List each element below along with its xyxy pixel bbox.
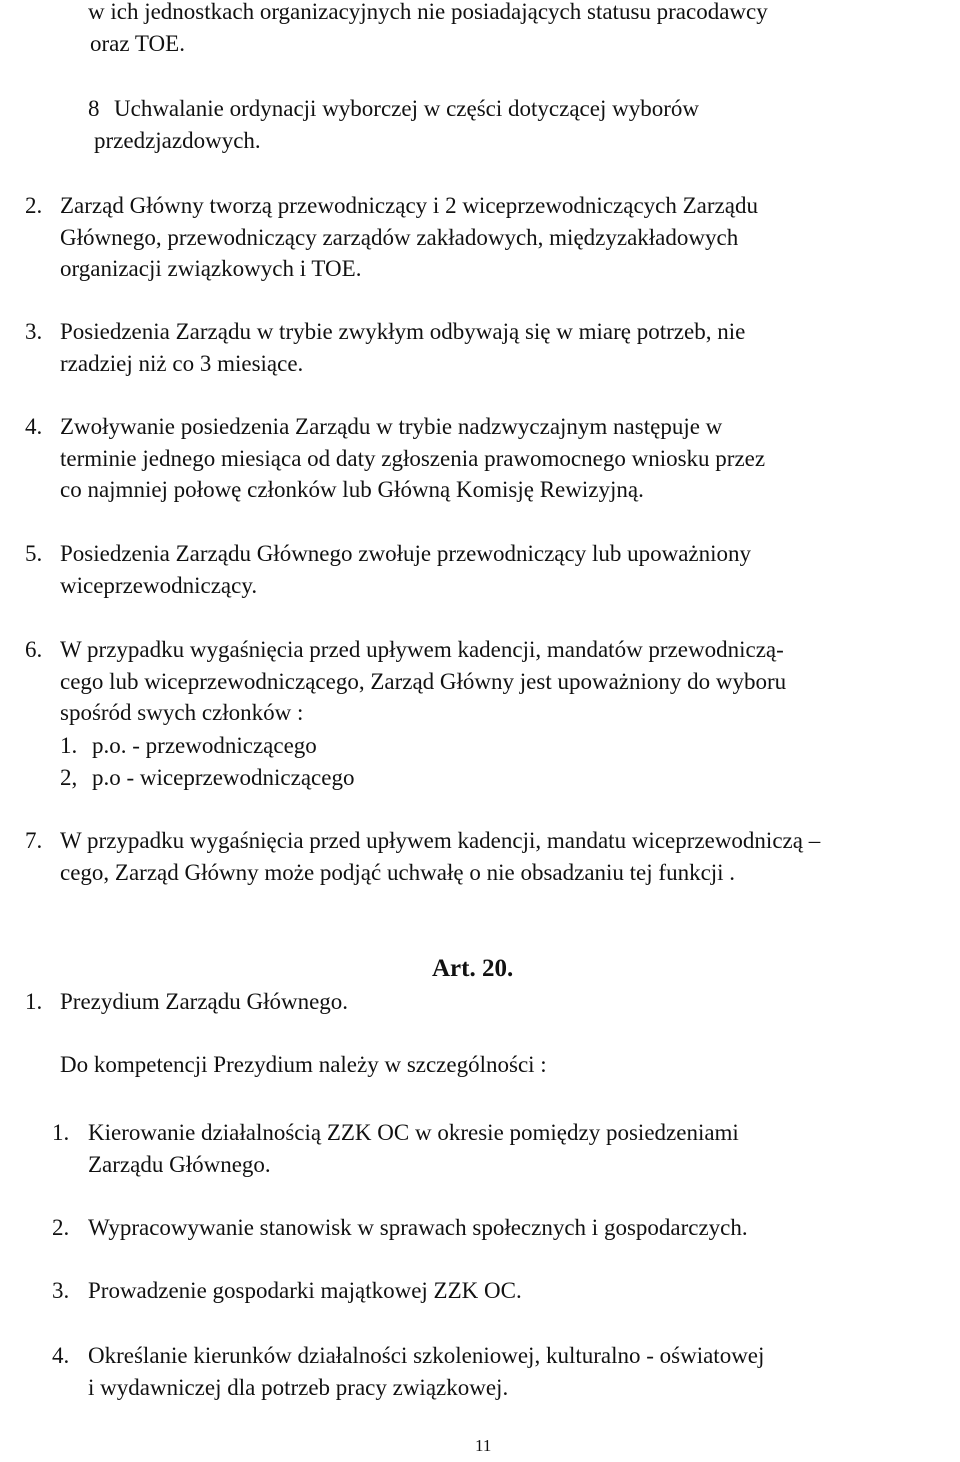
item-3-text <box>60 316 745 379</box>
text-line: Zarząd Główny tworzą przewodniczący i 2 wiceprzewodniczących Zarządu <box>60 193 758 218</box>
item-7-text <box>60 825 820 888</box>
text-line: Zwoływanie posiedzenia Zarządu w trybie nadzwyczajnym następuje w <box>60 414 723 439</box>
item-5-text <box>60 538 751 601</box>
text-line: W przypadku wygaśnięcia przed upływem kadencji, mandatów przewodniczą- <box>60 637 784 662</box>
point-2-text <box>88 1212 748 1244</box>
text-line: przedzjazdowych. <box>94 127 261 153</box>
text-line: Posiedzenia Zarządu Głównego zwołuje przewodniczący lub upoważniony <box>60 541 752 566</box>
item-text: Prezydium Zarządu Głównego. <box>60 989 349 1014</box>
text-line: Wypracowywanie stanowisk w sprawach społecznych i gospodarczych. <box>88 1215 748 1240</box>
subitem-label: 2, <box>60 765 78 790</box>
item-number: 3. <box>25 319 43 344</box>
article-heading: Art. 20. <box>432 955 514 982</box>
text-line: cego lub wiceprzewodniczącego, Zarząd Główny jest upoważniony do wyboru <box>60 668 787 694</box>
item-number: 6. <box>25 637 43 662</box>
subpoint-8-text <box>94 93 699 156</box>
page-number: 11 <box>475 1436 492 1455</box>
subitem-text: p.o. - przewodniczącego <box>92 733 317 758</box>
item-number: 4. <box>25 414 43 439</box>
text-line: i wydawniczej dla potrzeb pracy związkowej. <box>88 1374 509 1400</box>
text-line: spośród swych członków : <box>60 700 304 725</box>
item-4-text <box>60 411 765 506</box>
subitem-label: 1. <box>60 733 78 758</box>
text-line: Kierowanie działalnością ZZK OC w okresie pomiędzy posiedzeniami <box>88 1120 739 1145</box>
text-line: Określanie kierunków działalności szkoleniowej, kulturalno - oświatowej <box>88 1343 765 1368</box>
item-2-text <box>60 190 758 285</box>
continuation-text <box>88 0 768 59</box>
item-number: 5. <box>25 541 43 566</box>
point-1-text <box>88 1117 739 1180</box>
point-number: 3. <box>52 1278 70 1303</box>
point-3-text <box>88 1275 522 1307</box>
text-line: wiceprzewodniczący. <box>60 572 258 598</box>
text-line: organizacji związkowych i TOE. <box>60 256 362 281</box>
text-line: W przypadku wygaśnięcia przed upływem kadencji, mandatu wiceprzewodniczą – <box>60 828 821 853</box>
item-number: 1. <box>25 989 43 1014</box>
text-line: terminie jednego miesiąca od daty zgłoszenia prawomocnego wniosku przez <box>60 445 766 471</box>
subitem-text: p.o - wiceprzewodniczącego <box>92 765 355 790</box>
item-6-text <box>60 634 786 729</box>
point-number: 4. <box>52 1343 70 1368</box>
text-line: Zarządu Głównego. <box>88 1151 271 1177</box>
text-line: Posiedzenia Zarządu w trybie zwykłym odbywają się w miarę potrzeb, nie <box>60 319 746 344</box>
competence-intro: Do kompetencji Prezydium należy w szczególności : <box>60 1052 547 1077</box>
point-number: 2. <box>52 1215 70 1240</box>
text-line: Uchwalanie ordynacji wyborczej w części dotyczącej wyborów <box>114 96 699 121</box>
text-line: co najmniej połowę członków lub Główną Komisję Rewizyjną. <box>60 477 644 502</box>
point-4-text <box>88 1340 764 1403</box>
subpoint-number: 8 <box>88 96 100 121</box>
item-number: 7. <box>25 828 43 853</box>
text-line: cego, Zarząd Główny może podjąć uchwałę o nie obsadzaniu tej funkcji . <box>60 859 736 885</box>
text-line: Głównego, przewodniczący zarządów zakładowych, międzyzakładowych <box>60 224 739 250</box>
text-line: w ich jednostkach organizacyjnych nie posiadających statusu pracodawcy <box>88 0 768 24</box>
text-line: oraz TOE. <box>90 30 185 56</box>
text-line: Prowadzenie gospodarki majątkowej ZZK OC. <box>88 1278 522 1303</box>
point-number: 1. <box>52 1120 70 1145</box>
item-number: 2. <box>25 193 43 218</box>
text-line: rzadziej niż co 3 miesiące. <box>60 350 304 376</box>
